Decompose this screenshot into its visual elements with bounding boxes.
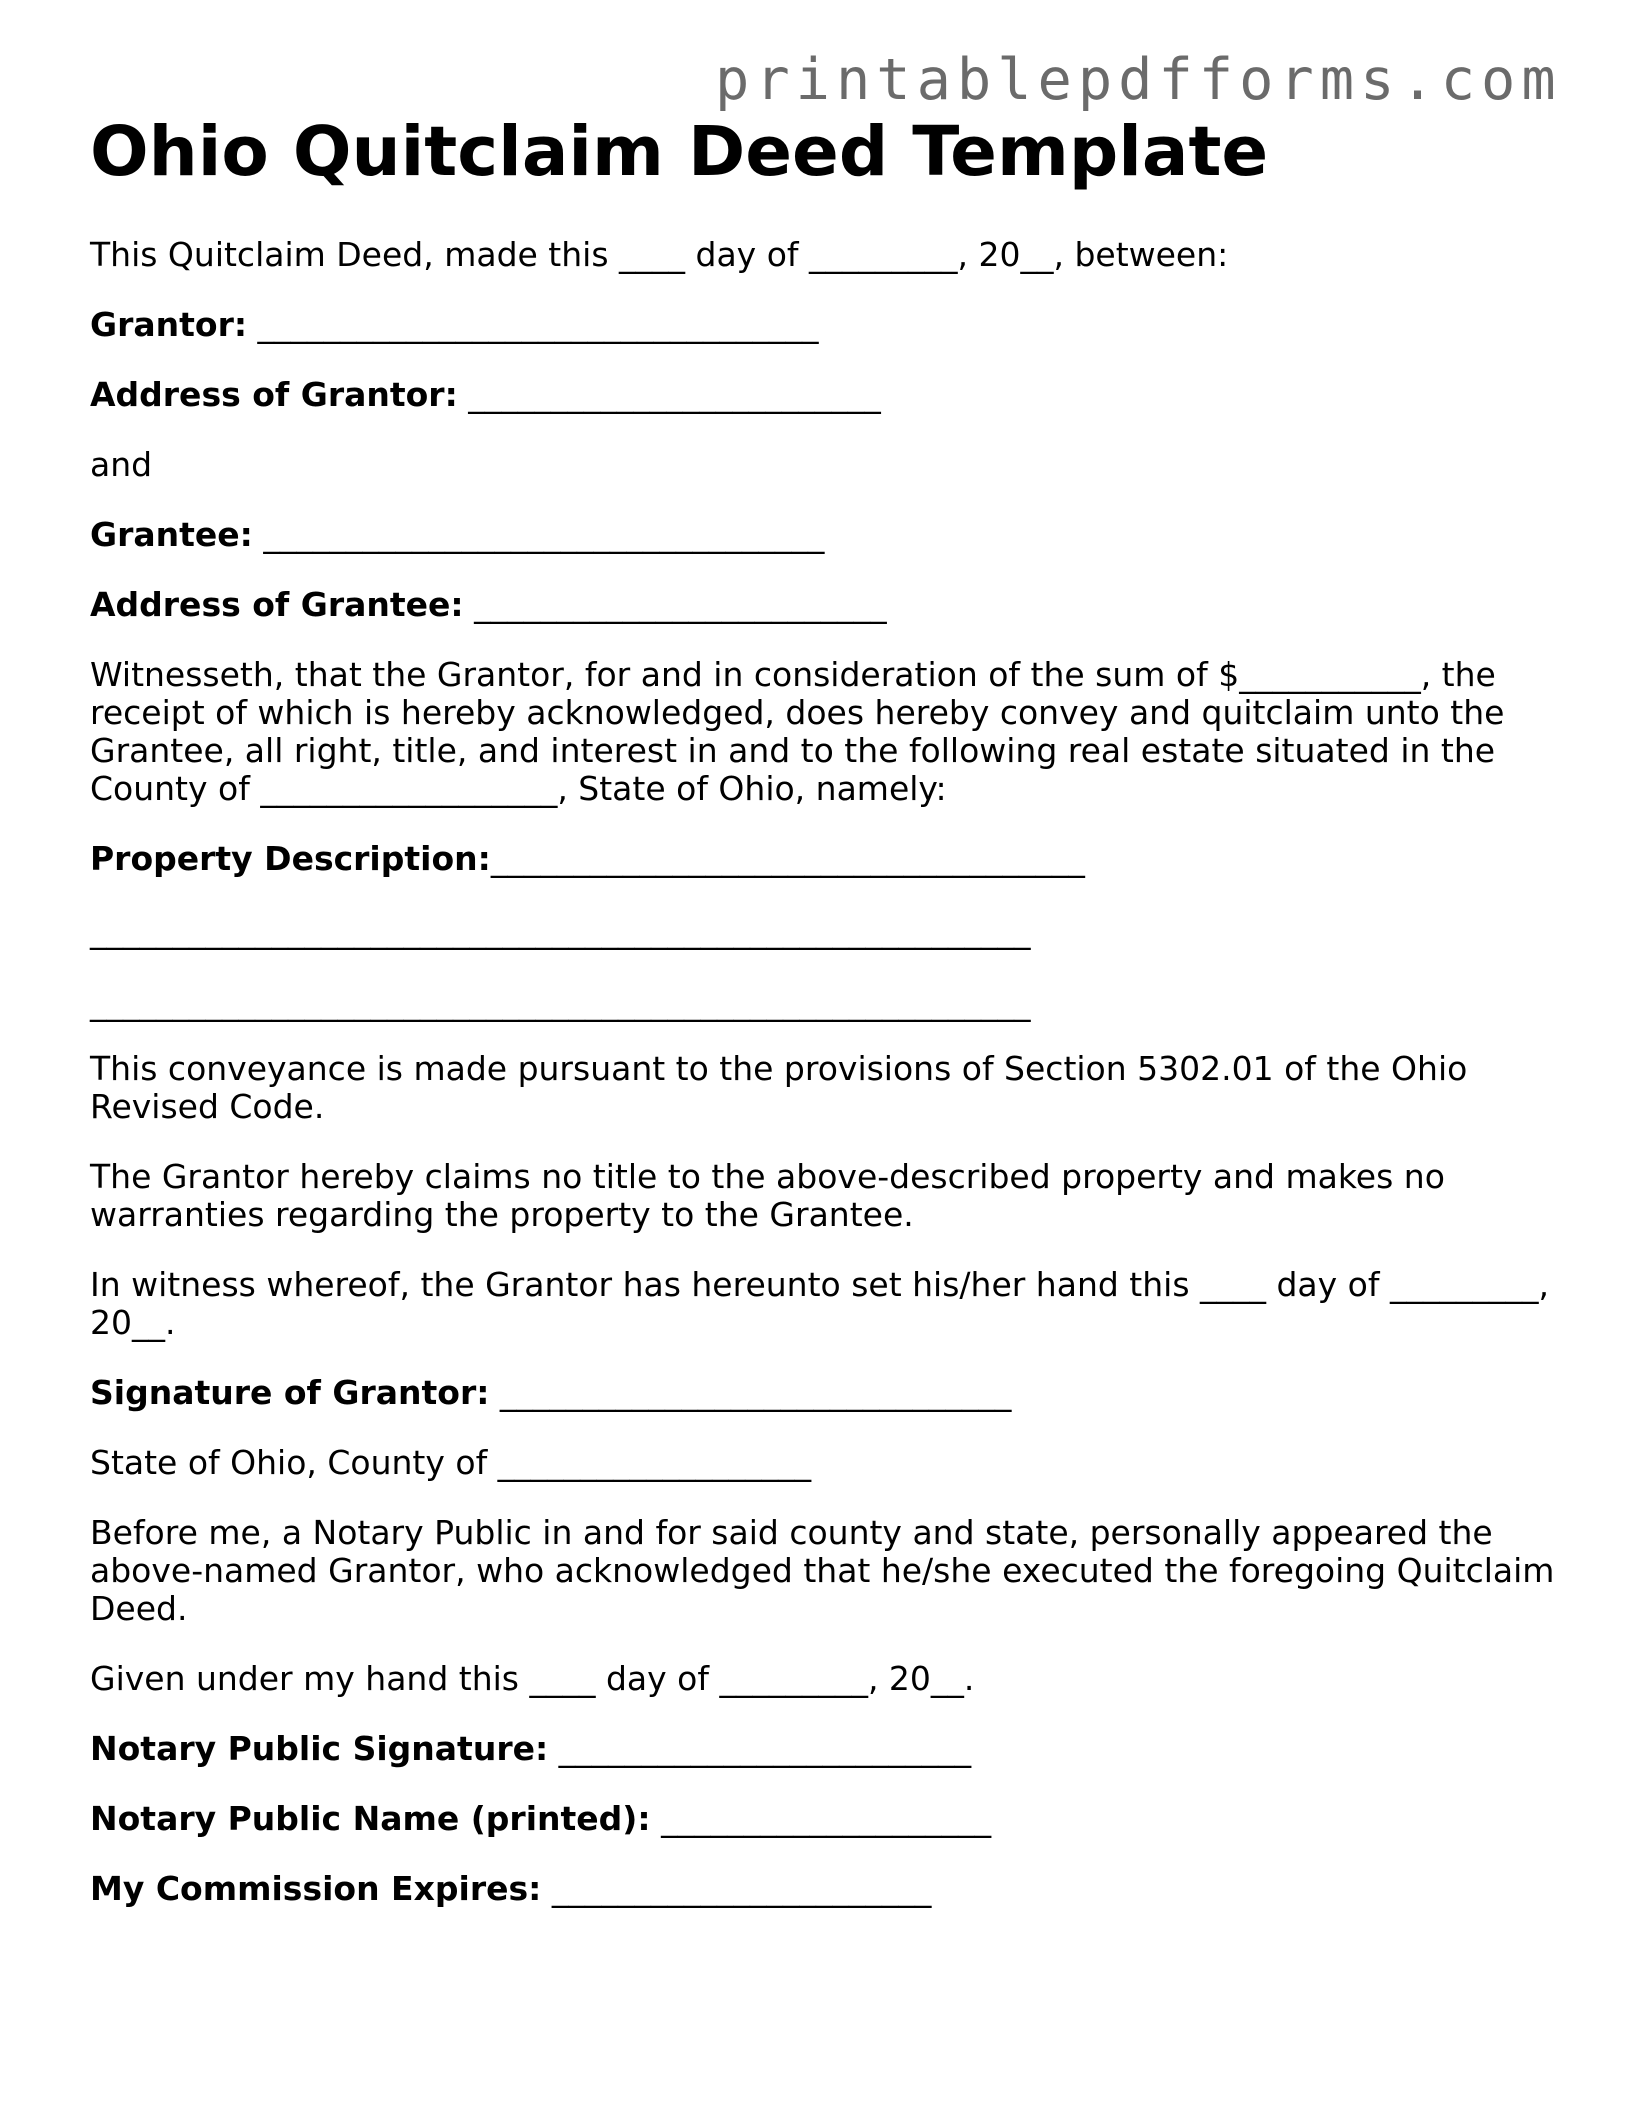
grantee-field <box>90 516 824 554</box>
property-description-label: Property Description: <box>90 839 491 878</box>
conveyance-paragraph: This conveyance is made pursuant to the provisions of Section 5302.01 of the Ohio Revised Code. <box>90 1049 1468 1126</box>
grantee-address-blank[interactable]: _________________________ <box>463 585 887 624</box>
property-description-field <box>90 840 1085 878</box>
grantor-signature-blank[interactable]: _______________________________ <box>489 1373 1012 1412</box>
and-text: and <box>90 445 153 484</box>
property-description-line-2[interactable]: _________________________________________________________ <box>90 911 1031 950</box>
notary-name-blank[interactable]: ____________________ <box>650 1799 992 1838</box>
grantee-address-field <box>90 586 887 624</box>
notary-name-field <box>90 1800 991 1838</box>
commission-expires-field <box>90 1870 931 1908</box>
grantee-address-label: Address of Grantee: <box>90 585 464 624</box>
witnesseth-paragraph: Witnesseth, that the Grantor, for and in consideration of the sum of $___________, the receipt of which is hereby acknowledged, does hereby convey and quitclaim unto the Grantee, all right, title, and interest in and to the following real estate situated in the County of __________________, State of Ohio, namely: <box>90 655 1505 808</box>
in-witness-paragraph: In witness whereof, the Grantor has hereunto set his/her hand this ____ day of _________, 20__. <box>90 1265 1549 1342</box>
page-title: Ohio Quitclaim Deed Template <box>90 112 1269 192</box>
intro-line: This Quitclaim Deed, made this ____ day of _________, 20__, between: <box>90 235 1229 274</box>
notary-signature-blank[interactable]: _________________________ <box>548 1729 972 1768</box>
before-me-paragraph: Before me, a Notary Public in and for said county and state, personally appeared the above-named Grantor, who acknowledged that he/she executed the foregoing Quitclaim Deed. <box>90 1513 1555 1628</box>
grantor-signature-label: Signature of Grantor: <box>90 1373 490 1412</box>
grantee-blank[interactable]: __________________________________ <box>252 515 825 554</box>
property-description-blank[interactable]: ____________________________________ <box>490 839 1085 878</box>
notary-signature-label: Notary Public Signature: <box>90 1729 549 1768</box>
grantor-label: Grantor: <box>90 305 248 344</box>
grantor-address-field <box>90 376 881 414</box>
commission-expires-blank[interactable]: _______________________ <box>541 1869 932 1908</box>
grantor-address-blank[interactable]: _________________________ <box>457 375 881 414</box>
watermark-site-name: printablepdfforms.com <box>715 47 1562 113</box>
state-county-line: State of Ohio, County of ___________________ <box>90 1443 812 1482</box>
no-title-paragraph: The Grantor hereby claims no title to the above-described property and makes no warranties regarding the property to the Grantee. <box>90 1157 1445 1234</box>
commission-expires-label: My Commission Expires: <box>90 1869 542 1908</box>
grantee-label: Grantee: <box>90 515 253 554</box>
grantor-address-label: Address of Grantor: <box>90 375 458 414</box>
grantor-blank[interactable]: __________________________________ <box>247 305 819 344</box>
notary-name-label: Notary Public Name (printed): <box>90 1799 651 1838</box>
grantor-field <box>90 306 819 344</box>
given-under-line: Given under my hand this ____ day of _________, 20__. <box>90 1659 975 1698</box>
property-description-line-3[interactable]: _________________________________________________________ <box>90 983 1031 1022</box>
grantor-signature-field <box>90 1374 1011 1412</box>
notary-signature-field <box>90 1730 971 1768</box>
